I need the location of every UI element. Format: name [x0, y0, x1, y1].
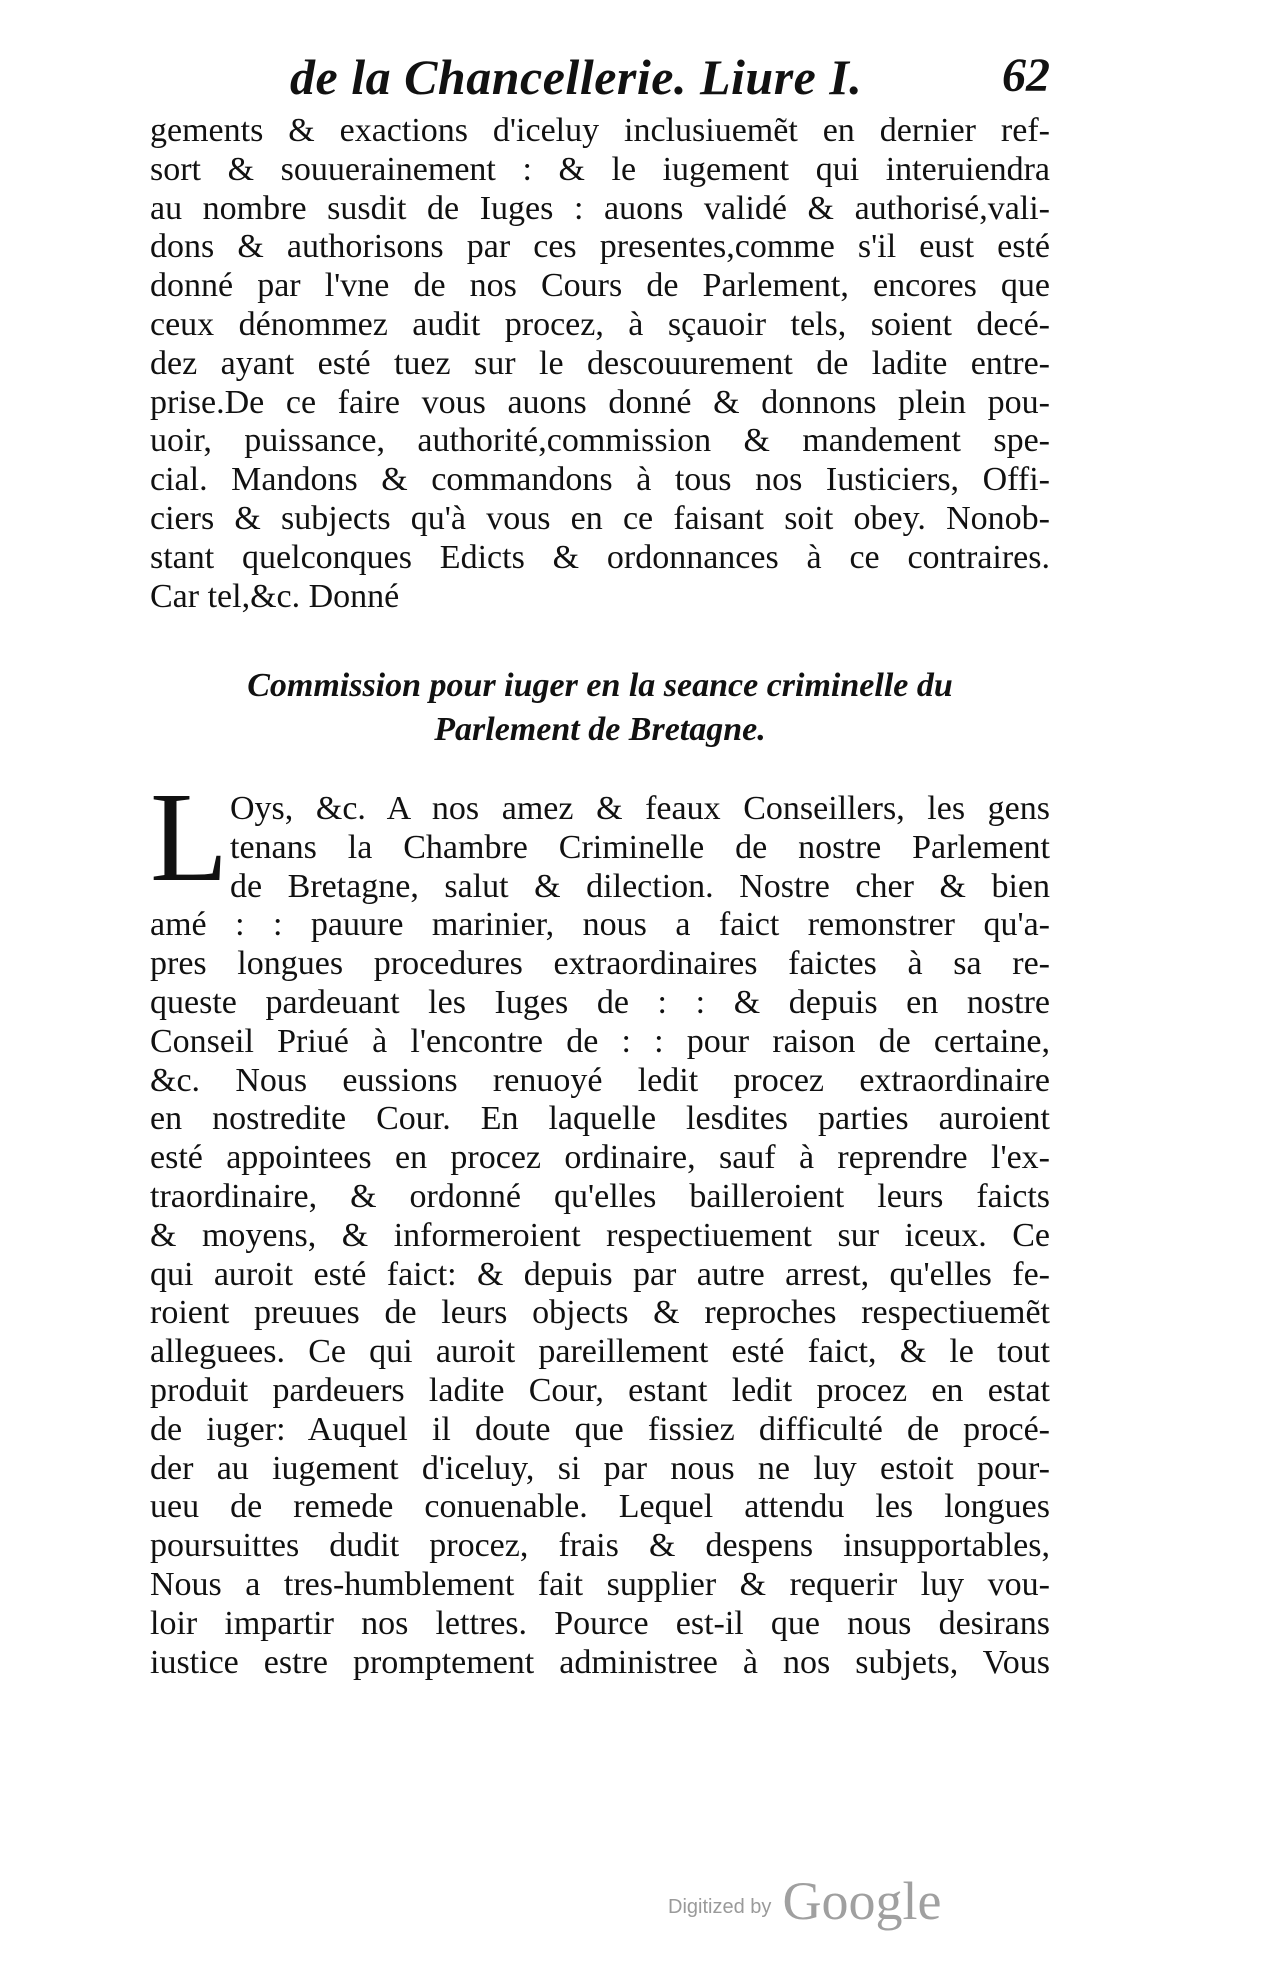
text-line: stant quelconques Edicts & ordonnances à ce contraires.	[150, 538, 1050, 576]
watermark-prefix: Digitized by	[668, 1896, 772, 1918]
text-line: & moyens, & informeroient respectiuement sur iceux. Ce	[150, 1216, 1050, 1254]
text-line: gements & exactions d'iceluy inclusiuemẽt en dernier ref-	[150, 112, 1050, 149]
text-line: &c. Nous eussions renuoyé ledit procez extraordinaire	[150, 1061, 1050, 1099]
text-line: tenans la Chambre Criminelle de nostre Parlement	[230, 828, 1050, 866]
text-line: roient preuues de leurs objects & reproches respectiuemẽt	[150, 1294, 1050, 1332]
text-line: amé : : pauure marinier, nous a faict remonstrer qu'a-	[150, 906, 1050, 944]
running-title: de la Chancellerie. Liure I.	[290, 49, 863, 105]
text-line: cial. Mandons & commandons à tous nos Iusticiers, Offi-	[150, 461, 1050, 499]
text-line: Conseil Priué à l'encontre de : : pour raison de certaine,	[150, 1022, 1050, 1060]
text-line: ciers & subjects qu'à vous en ce faisant soit obey. Nonob-	[150, 499, 1050, 537]
text-line: Nous a tres-humblement fait supplier & requerir luy vou-	[150, 1565, 1050, 1603]
text-line: de iuger: Auquel il doute que fissiez difficulté de procé-	[150, 1410, 1050, 1448]
text-line: queste pardeuant les Iuges de : : & depuis en nostre	[150, 983, 1050, 1021]
text-line: poursuittes dudit procez, frais & despens insupportables,	[150, 1527, 1050, 1565]
drop-cap-initial: L	[150, 766, 229, 908]
text-line: loir impartir nos lettres. Pource est-il que nous desirans	[150, 1604, 1050, 1642]
text-line: de Bretagne, salut & dilection. Nostre cher & bien	[230, 867, 1050, 905]
digitization-watermark	[668, 1870, 941, 1930]
text-line: en nostredite Cour. En laquelle lesdites parties auroient	[150, 1100, 1050, 1138]
continued-text	[150, 112, 1050, 616]
text-line: qui auroit esté faict: & depuis par autre arrest, qu'elles fe-	[150, 1255, 1050, 1293]
text-line: donné par l'vne de nos Cours de Parlement, encores que	[150, 267, 1050, 305]
text-line: der au iugement d'iceluy, si par nous ne luy estoit pour-	[150, 1449, 1050, 1487]
text-line: traordinaire, & ordonné qu'elles bailleroient leurs faicts	[150, 1177, 1050, 1215]
text-line: pres longues procedures extraordinaires faictes à sa re-	[150, 945, 1050, 983]
text-line: iustice estre promptement administree à nos subjets, Vous	[150, 1643, 1050, 1681]
text-line: au nombre susdit de Iuges : auons validé & authorisé,vali-	[150, 189, 1050, 227]
text-line: Oys, &c. A nos amez & feaux Conseillers, les gens	[230, 790, 1050, 827]
text-line: dez ayant esté tuez sur le descouurement de ladite entre-	[150, 344, 1050, 382]
text-line: produit pardeuers ladite Cour, estant ledit procez en estat	[150, 1371, 1050, 1409]
google-logo: Google	[782, 1871, 942, 1931]
body-text	[150, 790, 1050, 1682]
text-line: sort & souuerainement : & le iugement qui interuiendra	[150, 150, 1050, 188]
section-heading	[150, 664, 1050, 752]
section-heading-line: Parlement de Bretagne.	[434, 711, 766, 748]
text-line: ceux dénommez audit procez, à sçauoir tels, soient decé-	[150, 305, 1050, 343]
section-heading-line: Commission pour iuger en la seance criminelle du	[247, 667, 953, 704]
text-line: uoir, puissance, authorité,commission & mandement spe-	[150, 422, 1050, 460]
text-line: ueu de remede conuenable. Lequel attendu les longues	[150, 1488, 1050, 1526]
page-number: 62	[1002, 49, 1050, 102]
text-line: Car tel,&c. Donné	[150, 577, 400, 615]
text-line: alleguees. Ce qui auroit pareillement esté faict, & le tout	[150, 1333, 1050, 1371]
text-line: prise.De ce faire vous auons donné & donnons plein pou-	[150, 383, 1050, 421]
text-line: esté appointees en procez ordinaire, sauf à reprendre l'ex-	[150, 1139, 1050, 1177]
text-line: dons & authorisons par ces presentes,comme s'il eust esté	[150, 228, 1050, 266]
running-head	[290, 48, 1050, 118]
